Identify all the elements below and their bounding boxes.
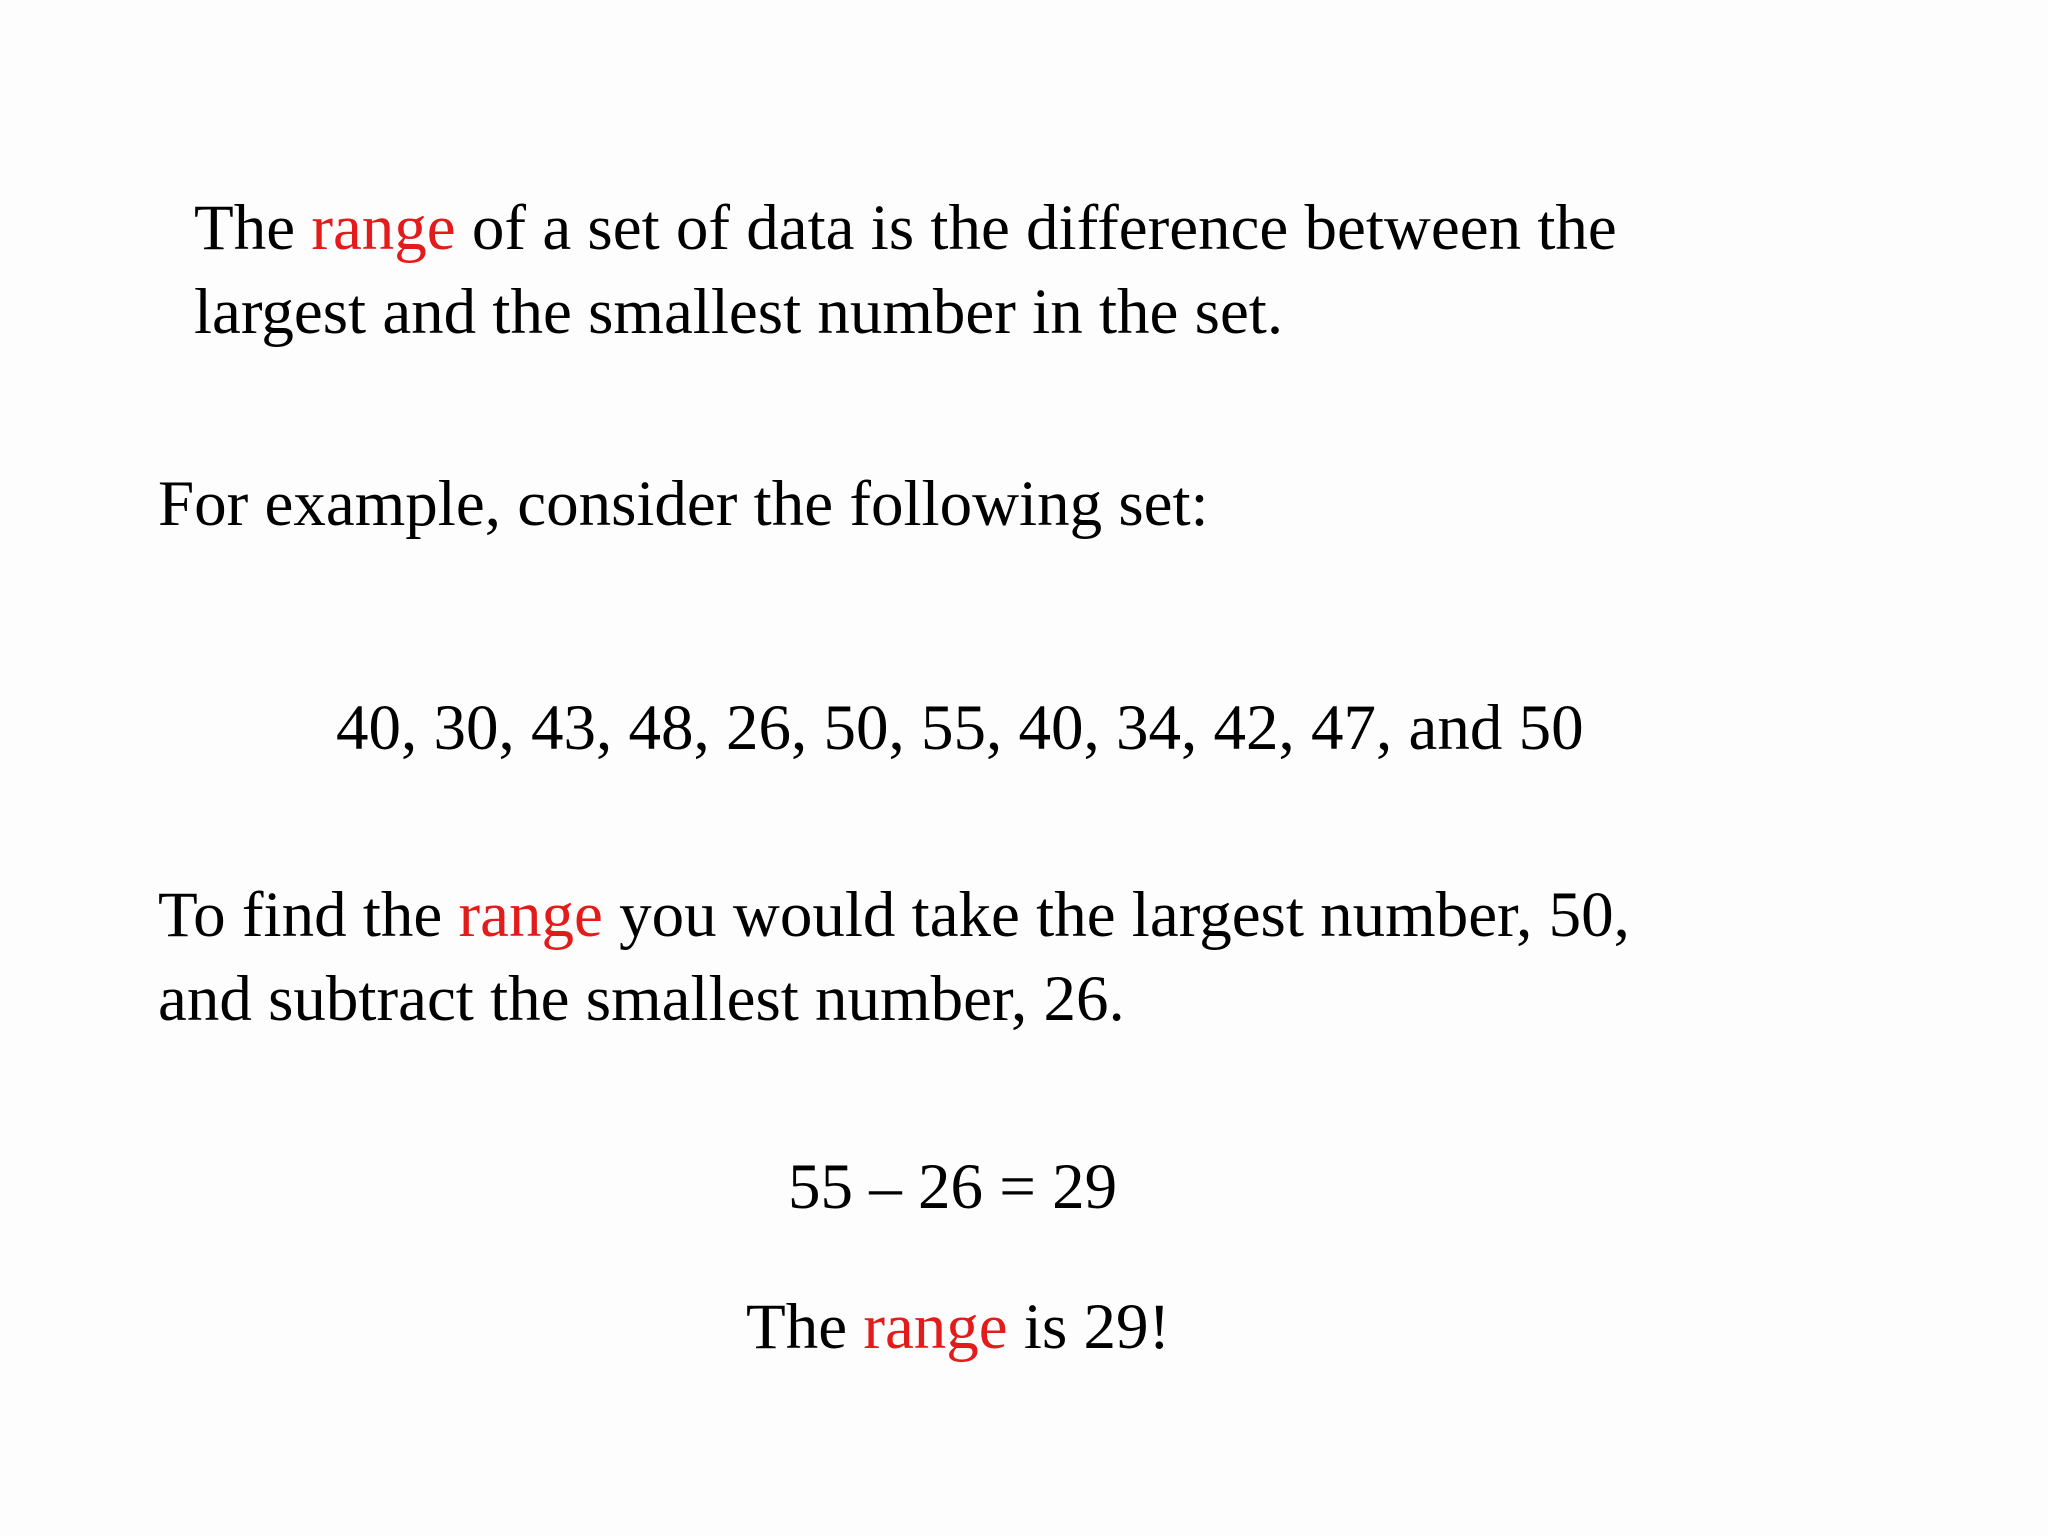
method-term-range: range <box>458 879 603 951</box>
method-line-1 <box>158 879 1630 951</box>
result-post: is 29! <box>1007 1291 1171 1363</box>
definition-line-2: largest and the smallest number in the set. <box>194 276 1284 348</box>
result-statement <box>746 1285 1170 1369</box>
definition-paragraph <box>194 186 1617 354</box>
definition-pre: The <box>194 192 312 264</box>
method-pre: To find the <box>158 879 459 951</box>
equation: 55 – 26 = 29 <box>788 1151 1118 1223</box>
result-term-range: range <box>863 1291 1008 1363</box>
definition-post: of a set of data is the difference between the <box>455 192 1617 264</box>
example-intro: For example, consider the following set: <box>158 468 1209 540</box>
definition-term-range: range <box>311 192 456 264</box>
method-line-2: and subtract the smallest number, 26. <box>158 963 1125 1035</box>
method-post: you would take the largest number, 50, <box>602 879 1630 951</box>
method-paragraph <box>158 873 1630 1041</box>
result-pre: The <box>746 1291 864 1363</box>
definition-line-1 <box>194 192 1617 264</box>
data-set: 40, 30, 43, 48, 26, 50, 55, 40, 34, 42, 47, and 50 <box>336 692 1584 764</box>
